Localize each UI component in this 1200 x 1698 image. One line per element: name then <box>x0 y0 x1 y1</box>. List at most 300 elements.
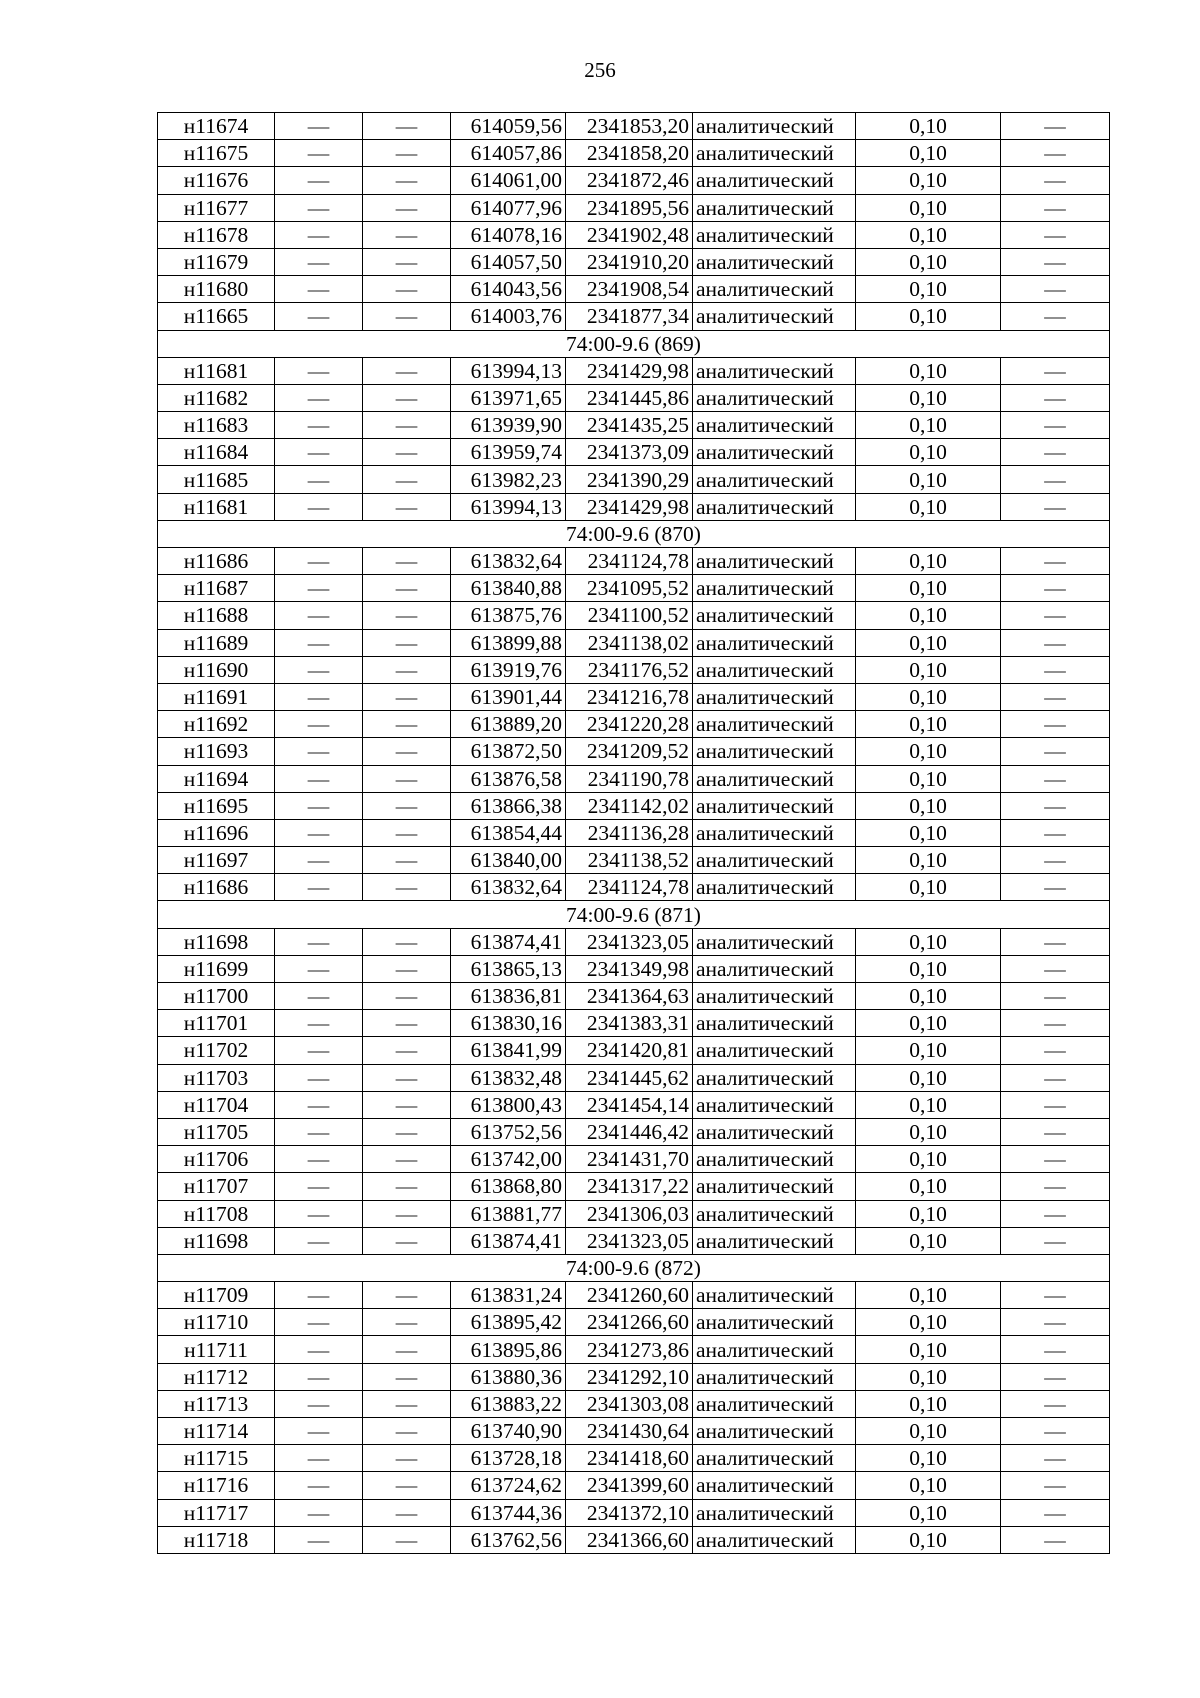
empty-value-cell: — <box>363 1445 451 1472</box>
accuracy-cell: 0,10 <box>856 765 1001 792</box>
method-cell: аналитический <box>693 765 856 792</box>
empty-value-cell: — <box>1001 1037 1110 1064</box>
empty-value-cell: — <box>363 1390 451 1417</box>
table-row <box>158 1472 1110 1499</box>
method-cell: аналитический <box>693 221 856 248</box>
empty-value-cell: — <box>1001 575 1110 602</box>
page-number: 256 <box>584 58 616 82</box>
y-coordinate-cell: 2341364,63 <box>566 983 693 1010</box>
point-number-cell: н11682 <box>158 384 275 411</box>
empty-value-cell: — <box>275 466 363 493</box>
y-coordinate-cell: 2341429,98 <box>566 357 693 384</box>
x-coordinate-cell: 613899,88 <box>451 629 566 656</box>
y-coordinate-cell: 2341124,78 <box>566 548 693 575</box>
empty-value-cell: — <box>275 1118 363 1145</box>
point-number-cell: н11700 <box>158 983 275 1010</box>
y-coordinate-cell: 2341446,42 <box>566 1118 693 1145</box>
x-coordinate-cell: 613840,88 <box>451 575 566 602</box>
x-coordinate-cell: 613889,20 <box>451 711 566 738</box>
y-coordinate-cell: 2341910,20 <box>566 248 693 275</box>
empty-value-cell: — <box>363 1173 451 1200</box>
empty-value-cell: — <box>1001 602 1110 629</box>
method-cell: аналитический <box>693 167 856 194</box>
x-coordinate-cell: 613919,76 <box>451 656 566 683</box>
point-number-cell: н11686 <box>158 548 275 575</box>
empty-value-cell: — <box>1001 1499 1110 1526</box>
point-number-cell: н11685 <box>158 466 275 493</box>
accuracy-cell: 0,10 <box>856 466 1001 493</box>
empty-value-cell: — <box>275 792 363 819</box>
table-row <box>158 1064 1110 1091</box>
empty-value-cell: — <box>275 384 363 411</box>
x-coordinate-cell: 613832,64 <box>451 874 566 901</box>
empty-value-cell: — <box>1001 955 1110 982</box>
table-row <box>158 194 1110 221</box>
y-coordinate-cell: 2341454,14 <box>566 1091 693 1118</box>
empty-value-cell: — <box>1001 439 1110 466</box>
x-coordinate-cell: 613881,77 <box>451 1200 566 1227</box>
x-coordinate-cell: 613836,81 <box>451 983 566 1010</box>
y-coordinate-cell: 2341366,60 <box>566 1526 693 1553</box>
empty-value-cell: — <box>1001 1146 1110 1173</box>
section-label: 74:00-9.6 (872) <box>158 1254 1110 1281</box>
method-cell: аналитический <box>693 1363 856 1390</box>
empty-value-cell: — <box>275 575 363 602</box>
method-cell: аналитический <box>693 303 856 330</box>
empty-value-cell: — <box>363 602 451 629</box>
y-coordinate-cell: 2341323,05 <box>566 1227 693 1254</box>
empty-value-cell: — <box>363 1472 451 1499</box>
method-cell: аналитический <box>693 1173 856 1200</box>
y-coordinate-cell: 2341138,52 <box>566 847 693 874</box>
x-coordinate-cell: 613866,38 <box>451 792 566 819</box>
point-number-cell: н11705 <box>158 1118 275 1145</box>
point-number-cell: н11708 <box>158 1200 275 1227</box>
x-coordinate-cell: 614078,16 <box>451 221 566 248</box>
x-coordinate-cell: 613939,90 <box>451 412 566 439</box>
y-coordinate-cell: 2341095,52 <box>566 575 693 602</box>
accuracy-cell: 0,10 <box>856 1445 1001 1472</box>
table-row <box>158 412 1110 439</box>
point-number-cell: н11702 <box>158 1037 275 1064</box>
accuracy-cell: 0,10 <box>856 384 1001 411</box>
empty-value-cell: — <box>363 1336 451 1363</box>
method-cell: аналитический <box>693 384 856 411</box>
y-coordinate-cell: 2341902,48 <box>566 221 693 248</box>
empty-value-cell: — <box>1001 1309 1110 1336</box>
empty-value-cell: — <box>363 1091 451 1118</box>
section-row <box>158 1254 1110 1281</box>
empty-value-cell: — <box>275 629 363 656</box>
empty-value-cell: — <box>275 276 363 303</box>
empty-value-cell: — <box>1001 1118 1110 1145</box>
table-row <box>158 548 1110 575</box>
x-coordinate-cell: 613872,50 <box>451 738 566 765</box>
accuracy-cell: 0,10 <box>856 167 1001 194</box>
y-coordinate-cell: 2341430,64 <box>566 1418 693 1445</box>
point-number-cell: н11679 <box>158 248 275 275</box>
x-coordinate-cell: 614077,96 <box>451 194 566 221</box>
x-coordinate-cell: 613994,13 <box>451 493 566 520</box>
x-coordinate-cell: 613830,16 <box>451 1010 566 1037</box>
point-number-cell: н11694 <box>158 765 275 792</box>
accuracy-cell: 0,10 <box>856 711 1001 738</box>
x-coordinate-cell: 614061,00 <box>451 167 566 194</box>
empty-value-cell: — <box>363 983 451 1010</box>
method-cell: аналитический <box>693 276 856 303</box>
y-coordinate-cell: 2341260,60 <box>566 1282 693 1309</box>
point-number-cell: н11717 <box>158 1499 275 1526</box>
point-number-cell: н11683 <box>158 412 275 439</box>
empty-value-cell: — <box>275 412 363 439</box>
y-coordinate-cell: 2341418,60 <box>566 1445 693 1472</box>
empty-value-cell: — <box>275 1064 363 1091</box>
section-label: 74:00-9.6 (869) <box>158 330 1110 357</box>
y-coordinate-cell: 2341420,81 <box>566 1037 693 1064</box>
empty-value-cell: — <box>1001 548 1110 575</box>
method-cell: аналитический <box>693 874 856 901</box>
empty-value-cell: — <box>275 1091 363 1118</box>
empty-value-cell: — <box>363 1526 451 1553</box>
point-number-cell: н11674 <box>158 113 275 140</box>
method-cell: аналитический <box>693 1336 856 1363</box>
method-cell: аналитический <box>693 140 856 167</box>
x-coordinate-cell: 613831,24 <box>451 1282 566 1309</box>
empty-value-cell: — <box>1001 357 1110 384</box>
empty-value-cell: — <box>1001 656 1110 683</box>
accuracy-cell: 0,10 <box>856 357 1001 384</box>
empty-value-cell: — <box>1001 1200 1110 1227</box>
method-cell: аналитический <box>693 602 856 629</box>
empty-value-cell: — <box>1001 113 1110 140</box>
y-coordinate-cell: 2341877,34 <box>566 303 693 330</box>
y-coordinate-cell: 2341209,52 <box>566 738 693 765</box>
method-cell: аналитический <box>693 548 856 575</box>
method-cell: аналитический <box>693 575 856 602</box>
empty-value-cell: — <box>275 303 363 330</box>
empty-value-cell: — <box>363 248 451 275</box>
table-row <box>158 711 1110 738</box>
y-coordinate-cell: 2341142,02 <box>566 792 693 819</box>
method-cell: аналитический <box>693 493 856 520</box>
table-row <box>158 1390 1110 1417</box>
method-cell: аналитический <box>693 357 856 384</box>
empty-value-cell: — <box>1001 683 1110 710</box>
y-coordinate-cell: 2341373,09 <box>566 439 693 466</box>
accuracy-cell: 0,10 <box>856 1336 1001 1363</box>
point-number-cell: н11688 <box>158 602 275 629</box>
empty-value-cell: — <box>1001 1282 1110 1309</box>
accuracy-cell: 0,10 <box>856 194 1001 221</box>
x-coordinate-cell: 613854,44 <box>451 819 566 846</box>
empty-value-cell: — <box>1001 303 1110 330</box>
empty-value-cell: — <box>275 1200 363 1227</box>
y-coordinate-cell: 2341138,02 <box>566 629 693 656</box>
section-label: 74:00-9.6 (871) <box>158 901 1110 928</box>
table-row <box>158 1010 1110 1037</box>
y-coordinate-cell: 2341190,78 <box>566 765 693 792</box>
x-coordinate-cell: 613982,23 <box>451 466 566 493</box>
accuracy-cell: 0,10 <box>856 248 1001 275</box>
method-cell: аналитический <box>693 194 856 221</box>
y-coordinate-cell: 2341273,86 <box>566 1336 693 1363</box>
table-row <box>158 384 1110 411</box>
empty-value-cell: — <box>363 847 451 874</box>
section-row <box>158 520 1110 547</box>
point-number-cell: н11703 <box>158 1064 275 1091</box>
empty-value-cell: — <box>1001 738 1110 765</box>
table-row <box>158 1282 1110 1309</box>
x-coordinate-cell: 613874,41 <box>451 928 566 955</box>
point-number-cell: н11712 <box>158 1363 275 1390</box>
table-row <box>158 303 1110 330</box>
method-cell: аналитический <box>693 792 856 819</box>
y-coordinate-cell: 2341306,03 <box>566 1200 693 1227</box>
x-coordinate-cell: 613994,13 <box>451 357 566 384</box>
empty-value-cell: — <box>363 1200 451 1227</box>
point-number-cell: н11701 <box>158 1010 275 1037</box>
method-cell: аналитический <box>693 1010 856 1037</box>
y-coordinate-cell: 2341303,08 <box>566 1390 693 1417</box>
empty-value-cell: — <box>1001 629 1110 656</box>
accuracy-cell: 0,10 <box>856 1472 1001 1499</box>
method-cell: аналитический <box>693 738 856 765</box>
empty-value-cell: — <box>275 1146 363 1173</box>
y-coordinate-cell: 2341317,22 <box>566 1173 693 1200</box>
table-row <box>158 1309 1110 1336</box>
point-number-cell: н11680 <box>158 276 275 303</box>
accuracy-cell: 0,10 <box>856 548 1001 575</box>
table-row <box>158 1146 1110 1173</box>
empty-value-cell: — <box>363 656 451 683</box>
point-number-cell: н11665 <box>158 303 275 330</box>
empty-value-cell: — <box>363 1118 451 1145</box>
empty-value-cell: — <box>363 384 451 411</box>
table-row <box>158 1173 1110 1200</box>
empty-value-cell: — <box>363 303 451 330</box>
accuracy-cell: 0,10 <box>856 629 1001 656</box>
empty-value-cell: — <box>1001 466 1110 493</box>
point-number-cell: н11689 <box>158 629 275 656</box>
point-number-cell: н11678 <box>158 221 275 248</box>
table-row <box>158 493 1110 520</box>
x-coordinate-cell: 613876,58 <box>451 765 566 792</box>
table-row <box>158 221 1110 248</box>
method-cell: аналитический <box>693 1037 856 1064</box>
accuracy-cell: 0,10 <box>856 1418 1001 1445</box>
empty-value-cell: — <box>363 412 451 439</box>
method-cell: аналитический <box>693 1227 856 1254</box>
point-number-cell: н11687 <box>158 575 275 602</box>
x-coordinate-cell: 613762,56 <box>451 1526 566 1553</box>
empty-value-cell: — <box>1001 983 1110 1010</box>
accuracy-cell: 0,10 <box>856 493 1001 520</box>
y-coordinate-cell: 2341100,52 <box>566 602 693 629</box>
empty-value-cell: — <box>1001 1526 1110 1553</box>
table-body <box>158 113 1110 1554</box>
table-row <box>158 1200 1110 1227</box>
x-coordinate-cell: 613971,65 <box>451 384 566 411</box>
point-number-cell: н11707 <box>158 1173 275 1200</box>
empty-value-cell: — <box>1001 1064 1110 1091</box>
x-coordinate-cell: 613868,80 <box>451 1173 566 1200</box>
empty-value-cell: — <box>275 493 363 520</box>
y-coordinate-cell: 2341431,70 <box>566 1146 693 1173</box>
x-coordinate-cell: 613875,76 <box>451 602 566 629</box>
table-row <box>158 113 1110 140</box>
accuracy-cell: 0,10 <box>856 1499 1001 1526</box>
accuracy-cell: 0,10 <box>856 1526 1001 1553</box>
empty-value-cell: — <box>1001 847 1110 874</box>
empty-value-cell: — <box>363 167 451 194</box>
empty-value-cell: — <box>363 738 451 765</box>
method-cell: аналитический <box>693 928 856 955</box>
empty-value-cell: — <box>275 248 363 275</box>
y-coordinate-cell: 2341323,05 <box>566 928 693 955</box>
point-number-cell: н11693 <box>158 738 275 765</box>
empty-value-cell: — <box>1001 493 1110 520</box>
empty-value-cell: — <box>363 1010 451 1037</box>
point-number-cell: н11710 <box>158 1309 275 1336</box>
accuracy-cell: 0,10 <box>856 792 1001 819</box>
empty-value-cell: — <box>363 792 451 819</box>
y-coordinate-cell: 2341895,56 <box>566 194 693 221</box>
accuracy-cell: 0,10 <box>856 1282 1001 1309</box>
accuracy-cell: 0,10 <box>856 656 1001 683</box>
table-row <box>158 738 1110 765</box>
point-number-cell: н11709 <box>158 1282 275 1309</box>
y-coordinate-cell: 2341399,60 <box>566 1472 693 1499</box>
empty-value-cell: — <box>363 711 451 738</box>
point-number-cell: н11698 <box>158 928 275 955</box>
x-coordinate-cell: 614003,76 <box>451 303 566 330</box>
empty-value-cell: — <box>363 1309 451 1336</box>
table-row <box>158 1227 1110 1254</box>
empty-value-cell: — <box>363 1418 451 1445</box>
table-row <box>158 357 1110 384</box>
x-coordinate-cell: 613742,00 <box>451 1146 566 1173</box>
point-number-cell: н11718 <box>158 1526 275 1553</box>
empty-value-cell: — <box>1001 276 1110 303</box>
table-row <box>158 1336 1110 1363</box>
x-coordinate-cell: 613841,99 <box>451 1037 566 1064</box>
method-cell: аналитический <box>693 466 856 493</box>
accuracy-cell: 0,10 <box>856 738 1001 765</box>
method-cell: аналитический <box>693 1282 856 1309</box>
section-label: 74:00-9.6 (870) <box>158 520 1110 547</box>
empty-value-cell: — <box>363 683 451 710</box>
table-row <box>158 792 1110 819</box>
y-coordinate-cell: 2341124,78 <box>566 874 693 901</box>
x-coordinate-cell: 613728,18 <box>451 1445 566 1472</box>
x-coordinate-cell: 613744,36 <box>451 1499 566 1526</box>
point-number-cell: н11691 <box>158 683 275 710</box>
table-row <box>158 602 1110 629</box>
empty-value-cell: — <box>363 1363 451 1390</box>
x-coordinate-cell: 613895,42 <box>451 1309 566 1336</box>
empty-value-cell: — <box>363 493 451 520</box>
empty-value-cell: — <box>275 765 363 792</box>
method-cell: аналитический <box>693 629 856 656</box>
empty-value-cell: — <box>363 466 451 493</box>
point-number-cell: н11676 <box>158 167 275 194</box>
table-row <box>158 1118 1110 1145</box>
point-number-cell: н11696 <box>158 819 275 846</box>
empty-value-cell: — <box>275 1010 363 1037</box>
y-coordinate-cell: 2341908,54 <box>566 276 693 303</box>
y-coordinate-cell: 2341372,10 <box>566 1499 693 1526</box>
empty-value-cell: — <box>1001 1445 1110 1472</box>
method-cell: аналитический <box>693 1390 856 1417</box>
accuracy-cell: 0,10 <box>856 955 1001 982</box>
x-coordinate-cell: 614059,56 <box>451 113 566 140</box>
table-row <box>158 928 1110 955</box>
empty-value-cell: — <box>275 656 363 683</box>
point-number-cell: н11716 <box>158 1472 275 1499</box>
method-cell: аналитический <box>693 412 856 439</box>
table-row <box>158 1526 1110 1553</box>
y-coordinate-cell: 2341858,20 <box>566 140 693 167</box>
point-number-cell: н11711 <box>158 1336 275 1363</box>
y-coordinate-cell: 2341292,10 <box>566 1363 693 1390</box>
empty-value-cell: — <box>1001 167 1110 194</box>
x-coordinate-cell: 614057,86 <box>451 140 566 167</box>
table-row <box>158 1091 1110 1118</box>
accuracy-cell: 0,10 <box>856 1146 1001 1173</box>
accuracy-cell: 0,10 <box>856 1010 1001 1037</box>
point-number-cell: н11681 <box>158 357 275 384</box>
table-row <box>158 874 1110 901</box>
empty-value-cell: — <box>1001 248 1110 275</box>
y-coordinate-cell: 2341445,86 <box>566 384 693 411</box>
x-coordinate-cell: 613724,62 <box>451 1472 566 1499</box>
empty-value-cell: — <box>363 1227 451 1254</box>
table-row <box>158 1037 1110 1064</box>
point-number-cell: н11699 <box>158 955 275 982</box>
x-coordinate-cell: 613800,43 <box>451 1091 566 1118</box>
empty-value-cell: — <box>275 1445 363 1472</box>
empty-value-cell: — <box>363 113 451 140</box>
point-number-cell: н11677 <box>158 194 275 221</box>
y-coordinate-cell: 2341176,52 <box>566 656 693 683</box>
table-row <box>158 276 1110 303</box>
accuracy-cell: 0,10 <box>856 1200 1001 1227</box>
x-coordinate-cell: 613901,44 <box>451 683 566 710</box>
coordinates-table <box>157 112 1110 1554</box>
y-coordinate-cell: 2341220,28 <box>566 711 693 738</box>
accuracy-cell: 0,10 <box>856 683 1001 710</box>
method-cell: аналитический <box>693 656 856 683</box>
empty-value-cell: — <box>275 1499 363 1526</box>
empty-value-cell: — <box>275 1309 363 1336</box>
method-cell: аналитический <box>693 1499 856 1526</box>
method-cell: аналитический <box>693 983 856 1010</box>
x-coordinate-cell: 613959,74 <box>451 439 566 466</box>
empty-value-cell: — <box>363 629 451 656</box>
x-coordinate-cell: 613840,00 <box>451 847 566 874</box>
accuracy-cell: 0,10 <box>856 1064 1001 1091</box>
point-number-cell: н11713 <box>158 1390 275 1417</box>
y-coordinate-cell: 2341383,31 <box>566 1010 693 1037</box>
empty-value-cell: — <box>275 874 363 901</box>
empty-value-cell: — <box>363 194 451 221</box>
empty-value-cell: — <box>1001 1418 1110 1445</box>
accuracy-cell: 0,10 <box>856 847 1001 874</box>
point-number-cell: н11690 <box>158 656 275 683</box>
empty-value-cell: — <box>1001 140 1110 167</box>
empty-value-cell: — <box>363 1064 451 1091</box>
empty-value-cell: — <box>275 113 363 140</box>
